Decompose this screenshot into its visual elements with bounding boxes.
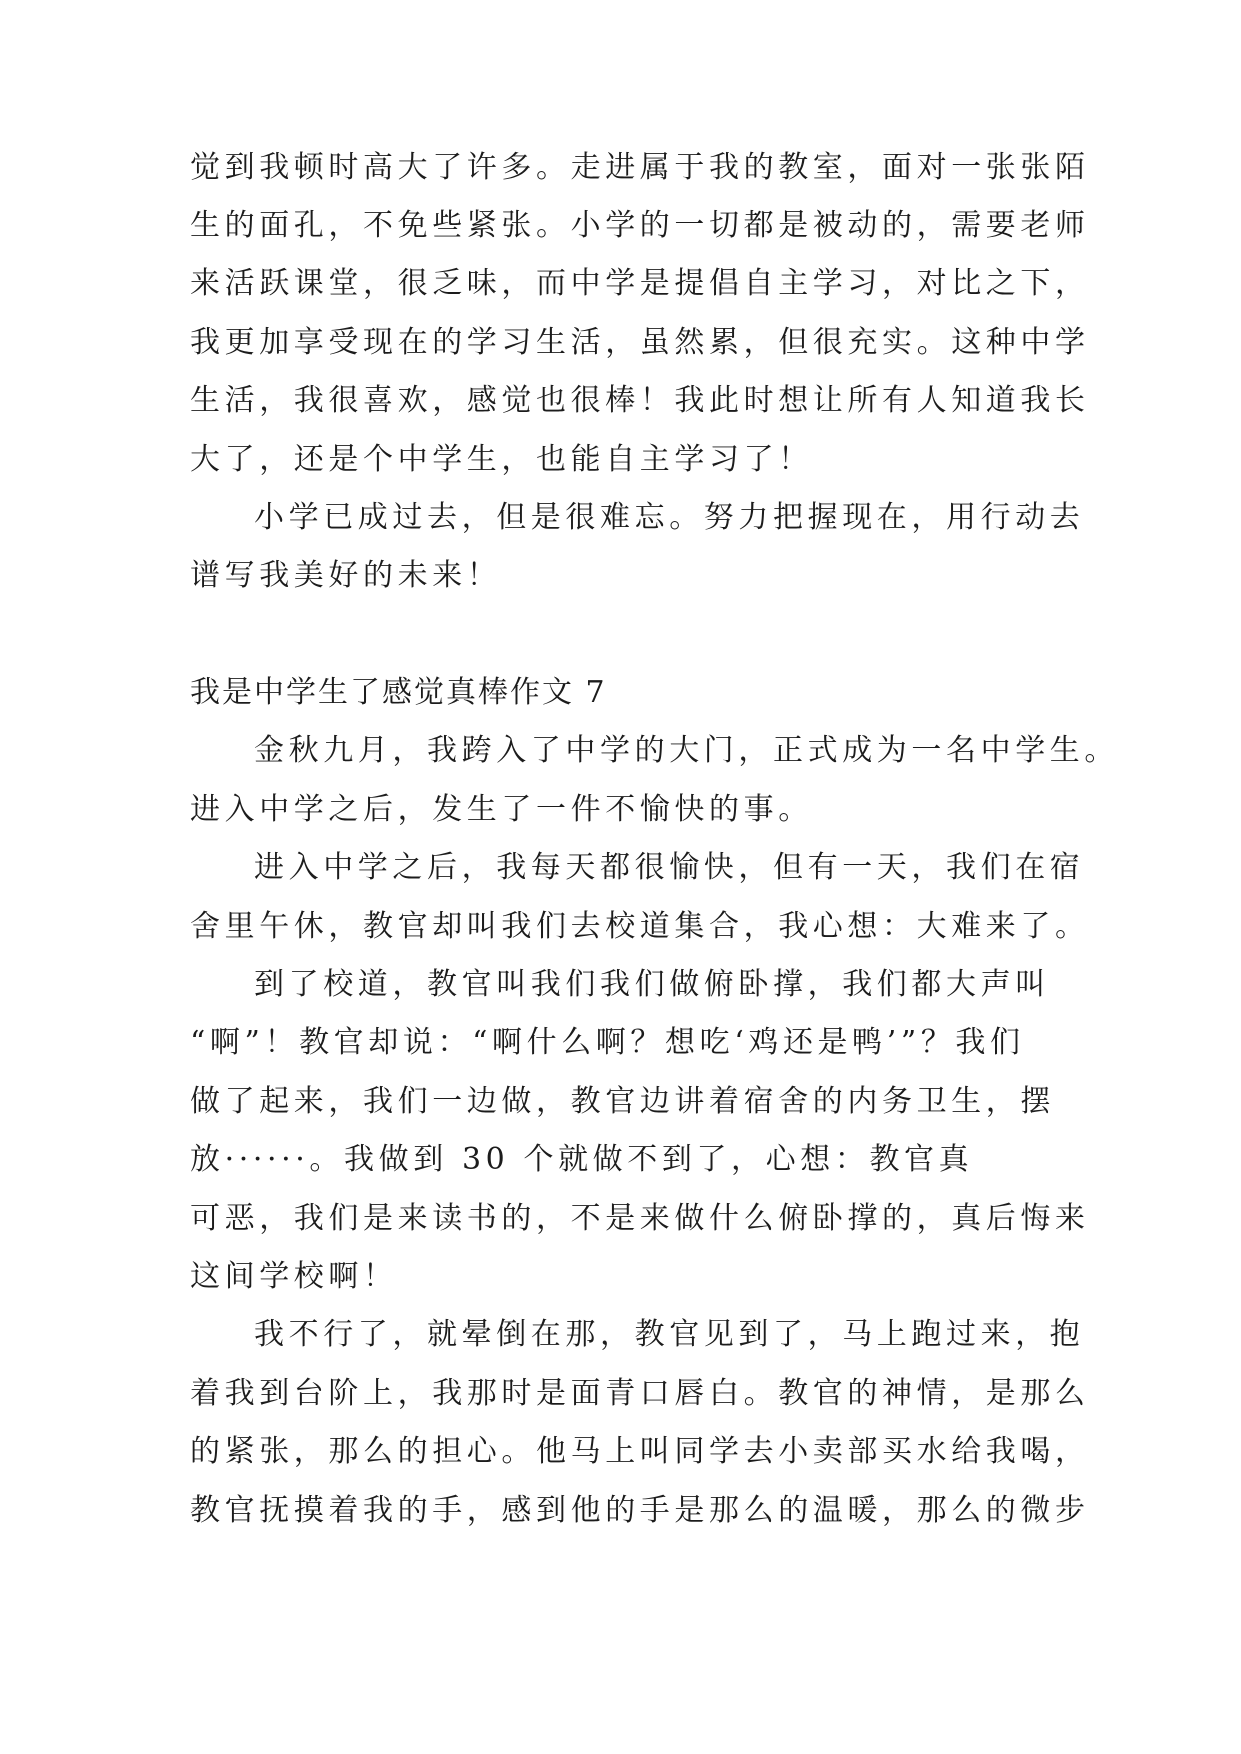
paragraph-start-line: 到了校道，教官叫我们我们做俯卧撑，我们都大声叫	[254, 967, 1050, 1002]
text-line: 着我到台阶上，我那时是面青口唇白。教官的神情，是那么	[190, 1376, 1090, 1411]
text-line: 做了起来，我们一边做，教官边讲着宿舍的内务卫生，摆	[190, 1084, 1055, 1119]
paragraph-start-line: 金秋九月，我跨入了中学的大门，正式成为一名中学生。	[254, 733, 1119, 768]
text-line: 的紧张，那么的担心。他马上叫同学去小卖部买水给我喝，	[190, 1434, 1090, 1469]
text-line: 放······。我做到 30 个就做不到了，心想：教官真	[190, 1142, 974, 1177]
text-line: 我更加享受现在的学习生活，虽然累，但很充实。这种中学	[190, 325, 1090, 360]
text-line: 生活，我很喜欢，感觉也很棒！我此时想让所有人知道我长	[190, 383, 1090, 418]
text-line: 进入中学之后，发生了一件不愉快的事。	[190, 792, 813, 827]
paragraph-start-line: 进入中学之后，我每天都很愉快，但有一天，我们在宿	[254, 850, 1085, 885]
text-line: “啊”！教官却说：“啊什么啊？想吃‘鸡还是鸭’”？我们	[190, 1025, 1025, 1060]
paragraph-start-line: 小学已成过去，但是很难忘。努力把握现在，用行动去	[254, 500, 1085, 535]
text-line: 谱写我美好的未来！	[190, 558, 502, 593]
text-line: 觉到我顿时高大了许多。走进属于我的教室，面对一张张陌	[190, 150, 1090, 185]
text-line: 大了，还是个中学生，也能自主学习了！	[190, 442, 813, 477]
text-line: 来活跃课堂，很乏味，而中学是提倡自主学习，对比之下，	[190, 266, 1090, 301]
text-line: 这间学校啊！	[190, 1259, 398, 1294]
text-line: 教官抚摸着我的手，感到他的手是那么的温暖，那么的微步	[190, 1493, 1090, 1528]
text-line: 生的面孔，不免些紧张。小学的一切都是被动的，需要老师	[190, 208, 1090, 243]
text-line: 舍里午休，教官却叫我们去校道集合，我心想：大难来了。	[190, 909, 1090, 944]
text-line: 可恶，我们是来读书的，不是来做什么俯卧撑的，真后悔来	[190, 1201, 1090, 1236]
article-title: 我是中学生了感觉真棒作文 7	[190, 675, 607, 710]
paragraph-start-line: 我不行了，就晕倒在那，教官见到了，马上跑过来，抱	[254, 1317, 1085, 1352]
